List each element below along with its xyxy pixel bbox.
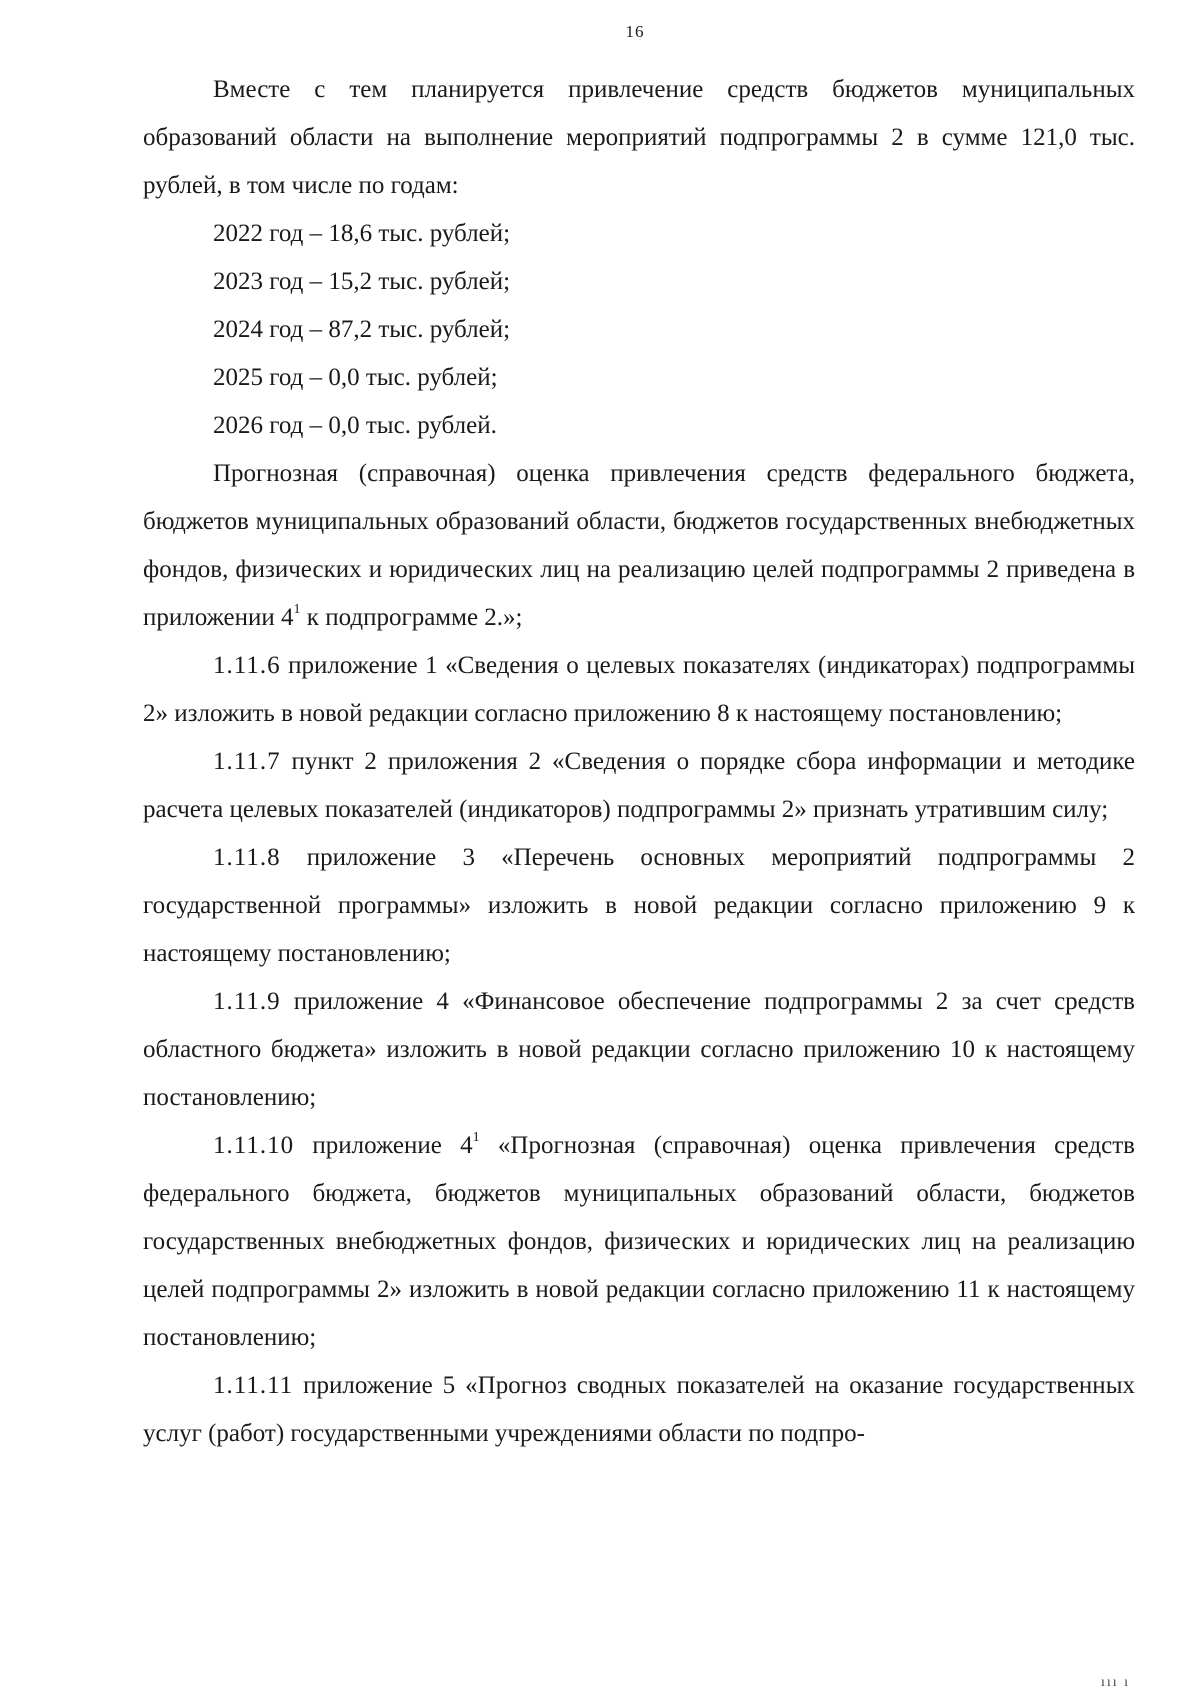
item-text-end: «Прогнозная (справочная) оценка привлечения средств федерального бюджета, бюджетов муниципальных образований области, бюджетов государственных внебюджетных фондов, физических и юридических лиц на реализацию целей подпрограммы 2» изложить в новой редакции согласно приложению 11 к настоящему постановлению; xyxy=(143,1132,1135,1351)
year-line-2023: 2023 год – 15,2 тыс. рублей; xyxy=(213,268,511,295)
item-text: пункт 2 приложения 2 «Сведения о порядке сбора информации и методике расчета целевых показателей (индикаторов) подпрограммы 2» признать утратившим силу; xyxy=(143,748,1135,823)
page-number: 16 xyxy=(625,22,645,41)
item-number: 1.11.6 xyxy=(213,652,281,679)
item-1-11-9 xyxy=(143,978,1135,1122)
item-number: 1.11.7 xyxy=(213,748,281,775)
item-1-11-6 xyxy=(143,642,1135,738)
superscript: 1 xyxy=(472,1130,480,1145)
forecast-paragraph xyxy=(143,450,1135,642)
item-text: приложение 5 «Прогноз сводных показателей на оказание государственных услуг (работ) государственными учреждениями области по подпро- xyxy=(143,1372,1135,1447)
document-body xyxy=(143,66,1135,1458)
year-line-2022: 2022 год – 18,6 тыс. рублей; xyxy=(213,220,511,247)
year-line-2026: 2026 год – 0,0 тыс. рублей. xyxy=(213,412,497,439)
year-line-2024: 2024 год – 87,2 тыс. рублей; xyxy=(213,316,511,343)
item-1-11-7 xyxy=(143,738,1135,834)
item-text: приложение 3 «Перечень основных мероприятий подпрограммы 2 государственной программы» изложить в новой редакции согласно приложению 9 к настоящему постановлению; xyxy=(143,844,1135,967)
item-text: приложение 4 xyxy=(294,1132,473,1159)
item-number: 1.11.11 xyxy=(213,1372,294,1399)
superscript: 1 xyxy=(293,602,301,617)
item-1-11-11 xyxy=(143,1362,1135,1458)
scan-marks: ııı ı xyxy=(1100,1675,1130,1690)
item-1-11-10 xyxy=(143,1122,1135,1362)
item-number: 1.11.10 xyxy=(213,1132,295,1159)
item-number: 1.11.9 xyxy=(213,988,281,1015)
item-number: 1.11.8 xyxy=(213,844,281,871)
year-line-2025: 2025 год – 0,0 тыс. рублей; xyxy=(213,364,498,391)
forecast-text-end: к подпрограмме 2.»; xyxy=(300,604,523,631)
item-text: приложение 4 «Финансовое обеспечение подпрограммы 2 за счет средств областного бюджета» изложить в новой редакции согласно приложению 10 к настоящему постановлению; xyxy=(143,988,1135,1111)
forecast-text: Прогнозная (справочная) оценка привлечения средств федерального бюджета, бюджетов муниципальных образований области, бюджетов государственных внебюджетных фондов, физических и юридических лиц на реализацию целей подпрограммы 2 приведена в приложении 4 xyxy=(143,460,1135,631)
intro-paragraph: Вместе с тем планируется привлечение средств бюджетов муниципальных образований области на выполнение мероприятий подпрограммы 2 в сумме 121,0 тыс. рублей, в том числе по годам: xyxy=(143,76,1135,199)
item-text: приложение 1 «Сведения о целевых показателях (индикаторах) подпрограммы 2» изложить в новой редакции согласно приложению 8 к настоящему постановлению; xyxy=(143,652,1135,727)
item-1-11-8 xyxy=(143,834,1135,978)
